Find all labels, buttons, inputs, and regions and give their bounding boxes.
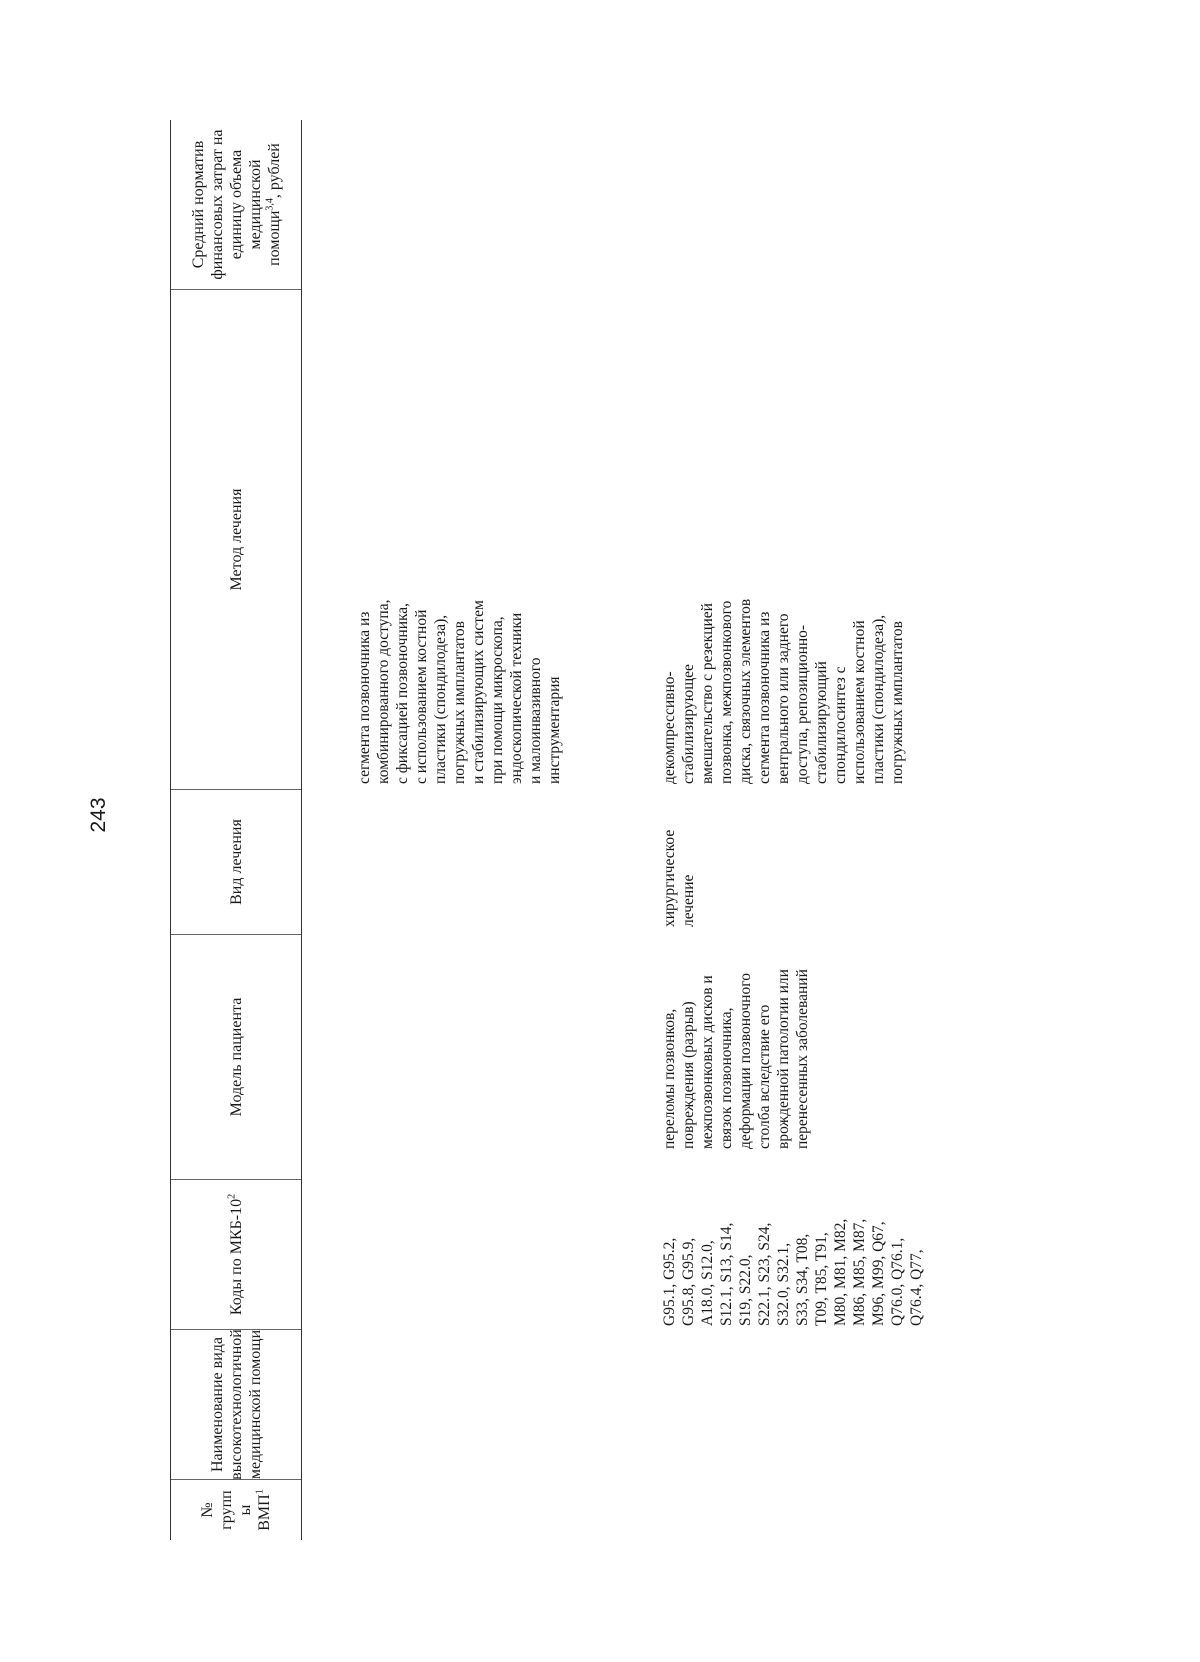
row1-method: сегмента позвоночника из комбинированного доступа, с фиксацией позвоночника, с использованием костной пластики (спондилодеза), погружных имплантатов и стабилизирующих систем при помощи микроскопа, эндоскопической техники и малоинвазивного инструментария: [356, 599, 563, 784]
page-number: 243: [87, 797, 110, 833]
vmp-table: [170, 120, 1160, 1540]
header-treatment-type: Вид лечения: [171, 790, 301, 935]
header-care-type-name: Наименование вида высокотехнологичной медицинской помощи: [171, 1330, 301, 1480]
row2-treatment-type: хирургическое лечение: [661, 829, 697, 927]
header-cost-standard: Средний норматив финансовых затрат на единицу объема медицинской помощи$^{3,4}$, рублей: [171, 120, 301, 290]
row2-patient-model: переломы позвонков, повреждения (разрыв) межпозвонковых дисков и связок позвоночника, деформации позвоночного столба вследствие его врожденной патологии или перенесенных заболеваний: [661, 969, 811, 1149]
header-group-number: № групп ы ВМП$^1$: [199, 1489, 273, 1531]
row2-icd-codes: G95.1, G95.2, G95.8, G95.9, A18.0, S12.0, S12.1, S13, S14, S19, S22.0, S22.1, S23, S24, S32.0, S32.1, S33, S34, T08, T09, T85, T91, M80, M81, M82, M86, M85, M87, M96, M99, Q67, Q76.0, Q76.1, Q76.4, Q77,: [661, 1218, 925, 1326]
table-header: [170, 120, 302, 1540]
row2-method: декомпрессивно- стабилизирующее вмешательство с резекцией позвонка, межпозвонкового диска, связочных элементов сегмента позвоночника из вентрального или заднего доступа, репозиционно- стабилизирующий спондилосинтез с использованием костной пластики (спондилодеза), погружных имплантатов: [661, 598, 906, 784]
rotated-table-wrapper: [170, 120, 1160, 1540]
header-icd-codes: Коды по МКБ-$10^2$: [171, 1180, 301, 1330]
header-patient-model: Модель пациента: [171, 935, 301, 1180]
header-treatment-method: Метод лечения: [171, 290, 301, 790]
